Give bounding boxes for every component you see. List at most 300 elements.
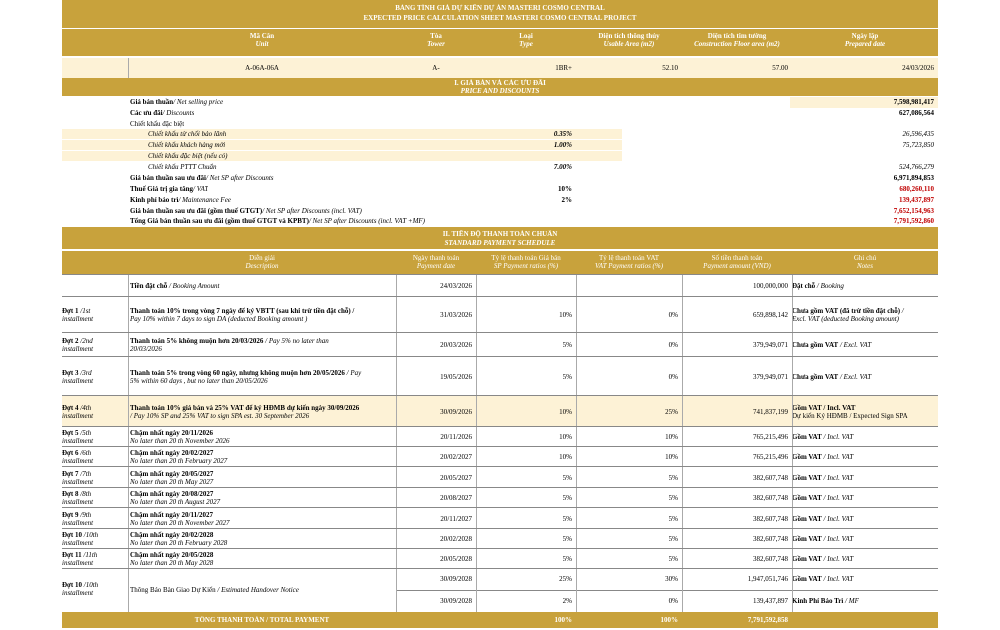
total-payment-row: [62, 612, 938, 628]
payment-note: [792, 341, 938, 349]
note-en: / Excl. VAT: [838, 341, 872, 349]
sched-amount-en: Payment amount (VND): [703, 262, 771, 270]
sched-notes-en: Notes: [857, 262, 873, 270]
note-en: / Incl. VAT: [821, 515, 854, 523]
column-divider: [792, 447, 793, 467]
note-en: / Incl. VAT: [821, 494, 854, 502]
vat-label-vi: Thuế Giá trị gia tăng: [130, 185, 194, 193]
payment-date: 20/02/2028: [440, 535, 472, 543]
mf-label: [130, 196, 231, 204]
sched-vat-en: VAT Payment ratios (%): [594, 262, 664, 270]
schedule-row: [62, 507, 938, 529]
column-divider: [128, 447, 129, 467]
sp-ratio: 10%: [559, 453, 572, 461]
payment-amount: 1,947,051,746: [747, 575, 788, 583]
usable-col-header: [576, 32, 682, 48]
column-divider: [576, 427, 577, 447]
installment-label: [62, 551, 128, 567]
note-en: / Incl. VAT: [821, 433, 854, 441]
description-vi: Tiền đặt chỗ: [130, 282, 168, 290]
payment-amount: 382,607,748: [753, 494, 788, 502]
unit-col-en: Unit: [255, 40, 269, 48]
installment-label: [62, 490, 128, 506]
description-vi: Thanh toán 5% trong vòng 60 ngày, nhưng không muộn hơn 20/05/2026: [130, 369, 345, 377]
payment-amount: 379,949,071: [753, 373, 788, 381]
payment-note: [792, 474, 938, 482]
section2-en: STANDARD PAYMENT SCHEDULE: [444, 239, 556, 247]
column-divider: [682, 333, 683, 357]
column-divider: [792, 529, 793, 549]
payment-date: 20/02/2027: [440, 453, 472, 461]
column-divider: [792, 275, 793, 297]
installment-word: installment: [62, 377, 94, 385]
description-en: / Estimated Handover Notice: [215, 586, 299, 594]
schedule-row: [62, 332, 938, 357]
date-col-header: [792, 32, 938, 48]
payment-note: [792, 535, 938, 543]
installment-label: [62, 449, 128, 465]
payment-date: 30/09/2026: [440, 408, 472, 416]
column-divider: [396, 396, 397, 427]
installment-ordinal: /10th: [82, 581, 99, 589]
vat-ratio: 30%: [665, 575, 678, 583]
column-divider: [576, 275, 577, 297]
payment-amount: 139,437,897: [753, 597, 788, 605]
sp-ratio: 5%: [562, 555, 572, 563]
column-divider: [682, 467, 683, 488]
type-col-header: [476, 32, 576, 48]
schedule-row: [62, 548, 938, 569]
description-vi: Chậm nhất ngày 20/02/2027: [130, 449, 214, 457]
installment-label: [62, 531, 128, 547]
description-vi: Chậm nhất ngày 20/11/2027: [130, 511, 214, 519]
vat-ratio: 5%: [668, 474, 678, 482]
column-divider: [682, 447, 683, 467]
column-divider: [128, 357, 129, 396]
note-line2: Dự kiến Ký HĐMB / Expected Sign SPA: [792, 412, 908, 420]
column-divider: [128, 333, 129, 357]
column-divider: [792, 569, 793, 612]
installment-label: [62, 404, 128, 420]
total-vat-pct: 100%: [660, 616, 678, 624]
installment-label: [62, 429, 128, 445]
installment-word: installment: [62, 345, 94, 353]
payment-note: [792, 515, 938, 523]
section-price-header: [62, 78, 938, 96]
sched-date-vi: Ngày thanh toán: [412, 254, 460, 262]
unit-code: A-06A-06A: [245, 64, 279, 72]
payment-amount: 382,607,748: [753, 515, 788, 523]
column-divider: [576, 488, 577, 508]
type-col-en: Type: [519, 40, 533, 48]
sched-sp-header: [476, 254, 576, 270]
column-divider: [792, 508, 793, 529]
sp-ratio: 5%: [562, 474, 572, 482]
column-divider: [128, 529, 129, 549]
column-divider: [476, 569, 477, 612]
construction-col-header: [682, 32, 792, 48]
net-price-value: 7,598,981,417: [893, 98, 934, 106]
column-divider: [576, 508, 577, 529]
column-divider: [128, 396, 129, 427]
vat-ratio: 0%: [668, 597, 678, 605]
column-divider: [396, 275, 397, 297]
installment-name: Đợt 9: [62, 511, 79, 519]
column-divider: [682, 297, 683, 333]
payment-date: 20/11/2027: [440, 515, 472, 523]
vat-ratio: 5%: [668, 555, 678, 563]
payment-date: 20/08/2027: [440, 494, 472, 502]
column-divider: [396, 297, 397, 333]
construction-col-en: Construction Floor area (m2): [694, 40, 780, 48]
description-vi: Chậm nhất ngày 20/08/2027: [130, 490, 214, 498]
column-divider: [682, 508, 683, 529]
payment-description: [130, 449, 394, 465]
net-price-label-vi: Giá bán thuần: [130, 98, 174, 106]
installment-ordinal: /3rd: [78, 369, 92, 377]
note-en: / Booking: [815, 282, 844, 290]
schedule-col-header: [62, 251, 938, 274]
installment-name: Đợt 11: [62, 551, 82, 559]
sheet-title: [62, 0, 938, 28]
note-vi: Chưa gồm VAT: [792, 373, 839, 381]
after-discount-label-vi: Giá bán thuần sau ưu đãi: [130, 174, 206, 182]
column-divider: [792, 357, 793, 396]
sched-vat-vi: Tỷ lệ thanh toán VAT: [598, 254, 659, 262]
mf-row: [62, 195, 938, 205]
incl-vat-row: [62, 206, 938, 216]
payment-amount: 765,215,496: [753, 453, 788, 461]
sched-notes-header: [792, 254, 938, 270]
installment-word: installment: [62, 519, 94, 527]
description-vi: Chậm nhất ngày 20/02/2028: [130, 531, 214, 539]
discount-1-value: 26,596,435: [902, 130, 934, 138]
column-divider: [682, 569, 683, 612]
column-divider: [792, 467, 793, 488]
sched-sp-vi: Tỷ lệ thanh toán Giá bán: [491, 254, 561, 262]
unit-row: [62, 58, 938, 78]
note-vi: Chưa gồm VAT: [792, 341, 839, 349]
installment-ordinal: /1st: [78, 307, 91, 315]
installment-name: Đợt 1: [62, 307, 79, 315]
installment-word: installment: [62, 457, 94, 465]
note-en: / Incl. VAT: [821, 555, 854, 563]
incl-vat-value: 7,652,154,963: [893, 207, 934, 215]
column-divider: [476, 488, 477, 508]
installment-label: [62, 337, 128, 353]
discount-3-row: [62, 151, 622, 161]
installment-name: Đợt 10: [62, 531, 83, 539]
payment-date: 20/05/2028: [440, 555, 472, 563]
column-divider: [128, 427, 129, 447]
installment-word: installment: [62, 589, 94, 597]
column-divider: [476, 467, 477, 488]
type-col-vi: Loại: [519, 32, 533, 40]
date-col-vi: Ngày lập: [851, 32, 879, 40]
installment-label: [62, 470, 128, 486]
description-en: No later than 20 th August 2027: [130, 498, 221, 506]
installment-ordinal: /2nd: [78, 337, 93, 345]
column-divider: [396, 333, 397, 357]
column-divider: [682, 549, 683, 569]
schedule-row: [62, 356, 938, 396]
discounts-row: [62, 108, 938, 119]
note-vi: Gồm VAT: [792, 494, 822, 502]
prepared-date-value: 24/03/2026: [902, 64, 934, 72]
total-price-value: 7,791,592,860: [893, 217, 934, 225]
installment-word: installment: [62, 539, 94, 547]
column-divider: [476, 275, 477, 297]
mf-value: 139,437,897: [899, 196, 934, 204]
installment-word: installment: [62, 437, 94, 445]
note-vi: Gồm VAT: [792, 535, 822, 543]
column-divider: [128, 508, 129, 529]
sched-desc-en: Description: [245, 262, 279, 270]
vat-row: [62, 184, 938, 194]
column-divider: [682, 529, 683, 549]
after-discount-label: [130, 174, 274, 182]
total-price-label-en: / Net SP after Discounts (incl. VAT +MF): [308, 217, 426, 225]
discount-2-label: Chiết khấu khách hàng mới: [148, 141, 226, 149]
installment-name: Đợt 6: [62, 449, 79, 457]
payment-date: 20/05/2027: [440, 474, 472, 482]
description-en: No later than 20 th February 2028: [130, 539, 228, 547]
payment-amount: 741,837,199: [753, 408, 788, 416]
column-divider: [396, 569, 397, 612]
usable-col-en: Usable Area (m2): [603, 40, 655, 48]
description-vi: Thanh toán 10% trong vòng 7 ngày để ký VBTT (sau khi trừ tiền đặt chỗ) /: [130, 307, 355, 315]
vat-label: [130, 185, 208, 193]
payment-note: [792, 597, 938, 605]
column-divider: [792, 427, 793, 447]
description-en: No later than 20 th February 2027: [130, 457, 228, 465]
net-price-row: [62, 97, 938, 108]
installment-name: Đợt 7: [62, 470, 79, 478]
sp-ratio: 5%: [562, 535, 572, 543]
total-amount: 7,791,592,858: [747, 616, 788, 624]
schedule-row: [62, 395, 938, 427]
column-divider: [396, 549, 397, 569]
net-price-label: [130, 98, 223, 106]
column-divider: [682, 396, 683, 427]
column-divider: [792, 488, 793, 508]
column-divider: [476, 508, 477, 529]
column-divider: [576, 569, 577, 612]
vat-label-en: / VAT: [193, 185, 209, 193]
mf-label-en: / Maintenance Fee: [178, 196, 231, 204]
sp-ratio: 5%: [562, 494, 572, 502]
payment-note: [792, 282, 938, 290]
installment-label: [62, 511, 128, 527]
payment-amount: 382,607,748: [753, 555, 788, 563]
tower-col-vi: Tòa: [430, 32, 442, 40]
installment-word: installment: [62, 498, 94, 506]
column-divider: [476, 549, 477, 569]
column-divider: [476, 396, 477, 427]
description-vi-suffix: / Pay: [344, 369, 362, 377]
schedule-row: [62, 466, 938, 488]
sched-notes-vi: Ghi chú: [853, 254, 877, 262]
column-divider: [476, 529, 477, 549]
description-vi-suffix: / Booking Amount: [167, 282, 220, 290]
payment-description: [130, 369, 394, 385]
type-value: 1BR+: [555, 64, 572, 72]
note-vi: Gồm VAT: [792, 433, 822, 441]
description-vi: Thông Báo Bàn Giao Dự Kiến: [130, 586, 216, 594]
column-divider: [396, 529, 397, 549]
note-vi: Gồm VAT: [792, 453, 822, 461]
discount-4-value: 524,766,279: [899, 163, 934, 171]
section1-vi: I. GIÁ BÁN VÀ CÁC ƯU ĐÃI: [454, 79, 546, 87]
payment-description: [130, 586, 394, 594]
payment-note: [792, 575, 938, 583]
sp-ratio: 2%: [562, 597, 572, 605]
discounts-label-vi: Các ưu đãi: [130, 109, 163, 117]
payment-date: 24/03/2026: [440, 282, 472, 290]
schedule-row: [62, 528, 938, 549]
note-vi: Gồm VAT / Incl. VAT: [792, 404, 856, 412]
payment-description: [130, 337, 394, 353]
payment-note: [792, 555, 938, 563]
discounts-label: [130, 109, 194, 117]
discount-1-pct: 0.35%: [553, 130, 572, 138]
column-divider: [682, 357, 683, 396]
description-en: Pay 10% within 7 days to sign DA (deducted Booking amount ): [130, 315, 308, 323]
discount-2-value: 75,723,850: [902, 141, 934, 149]
sp-ratio: 10%: [559, 433, 572, 441]
payment-date: 20/11/2026: [440, 433, 472, 441]
column-divider: [576, 467, 577, 488]
payment-amount: 379,949,071: [753, 341, 788, 349]
unit-col-header: [128, 32, 396, 48]
schedule-row: [62, 274, 938, 297]
sched-desc-header: [128, 254, 396, 270]
payment-amount: 765,215,496: [753, 433, 788, 441]
column-divider: [128, 297, 129, 333]
sched-date-en: Payment date: [416, 262, 456, 270]
vat-ratio: 25%: [665, 408, 678, 416]
payment-note: [792, 307, 938, 323]
discount-4-row: [62, 162, 938, 172]
installment-ordinal: /9th: [78, 511, 92, 519]
incl-vat-label: [130, 207, 362, 215]
tower-col-en: Tower: [427, 40, 445, 48]
column-divider: [396, 427, 397, 447]
note-vi: Chưa gồm VAT (đã trừ tiền đặt chỗ): [792, 307, 901, 315]
schedule-row: [62, 487, 938, 508]
handover-block: [62, 568, 938, 612]
incl-vat-label-en: / Net SP after Discounts (incl. VAT): [262, 207, 362, 215]
installment-ordinal: /7th: [78, 470, 92, 478]
note-vi: Gồm VAT: [792, 575, 822, 583]
description-vi-suffix: / Pay 5% no later than: [263, 337, 329, 345]
handover-divider: [396, 590, 938, 591]
installment-word: installment: [62, 412, 94, 420]
column-divider: [576, 549, 577, 569]
column-divider: [396, 508, 397, 529]
column-divider: [396, 467, 397, 488]
total-price-label: [130, 217, 425, 225]
after-discount-value: 6,971,894,853: [893, 174, 934, 182]
column-divider: [576, 529, 577, 549]
payment-description: [130, 307, 394, 323]
incl-vat-label-vi: Giá bán thuần sau ưu đãi (gồm thuế GTGT): [130, 207, 263, 215]
note-en: / Excl. VAT: [838, 373, 872, 381]
tower-col-header: [396, 32, 476, 48]
vat-pct: 10%: [558, 185, 572, 193]
vat-ratio: 10%: [665, 453, 678, 461]
column-divider: [396, 488, 397, 508]
description-vi: Chậm nhất ngày 20/05/2028: [130, 551, 214, 559]
note-en: / Incl. VAT: [821, 535, 854, 543]
installment-name: Đợt 5: [62, 429, 79, 437]
column-divider: [128, 549, 129, 569]
column-divider: [128, 467, 129, 488]
installment-label: [62, 307, 128, 323]
discount-4-label: Chiết khấu PTTT Chuẩn: [148, 163, 217, 171]
payment-description: [130, 490, 394, 506]
payment-description: [130, 470, 394, 486]
installment-label: [62, 369, 128, 385]
description-en: No later than 20 th May 2028: [130, 559, 214, 567]
sched-vat-header: [576, 254, 682, 270]
schedule-row: [62, 446, 938, 467]
column-divider: [476, 333, 477, 357]
installment-ordinal: /11th: [81, 551, 98, 559]
installment-name: Đợt 10: [62, 581, 83, 589]
schedule-row: [62, 426, 938, 447]
section-schedule-header: [62, 227, 938, 249]
description-en: 5% within 60 days , but no later than 20/05/2026: [130, 377, 268, 385]
sched-desc-vi: Diễn giải: [249, 254, 275, 262]
payment-amount: 382,607,748: [753, 474, 788, 482]
note-en: / Incl. VAT: [821, 575, 854, 583]
description-vi: Chậm nhất ngày 20/11/2026: [130, 429, 214, 437]
discounts-value: 627,086,564: [899, 109, 934, 117]
column-divider: [792, 549, 793, 569]
sched-sp-en: SP Payment ratios (%): [493, 262, 559, 270]
column-divider: [128, 569, 129, 612]
note-en: / Incl. VAT: [821, 453, 854, 461]
payment-description: [130, 282, 394, 290]
installment-label: [62, 581, 128, 597]
installment-name: Đợt 3: [62, 369, 79, 377]
title-vi: BẢNG TÍNH GIÁ DỰ KIẾN DỰ ÁN MASTERI COSMO CENTRAL: [395, 4, 605, 12]
vat-ratio: 10%: [665, 433, 678, 441]
payment-amount: 659,898,142: [753, 311, 788, 319]
vat-ratio: 5%: [668, 515, 678, 523]
special-discount-row: [62, 119, 938, 129]
section1-en: PRICE AND DISCOUNTS: [460, 87, 540, 95]
sp-ratio: 25%: [559, 575, 572, 583]
note-vi: Đặt chỗ: [792, 282, 816, 290]
vat-ratio: 0%: [668, 311, 678, 319]
discount-4-pct: 7.00%: [553, 163, 572, 171]
discount-2-pct: 1.00%: [553, 141, 572, 149]
note-en: /: [900, 307, 904, 315]
sched-amount-header: [682, 254, 792, 270]
date-col-en: Prepared date: [844, 40, 886, 48]
title-en: EXPECTED PRICE CALCULATION SHEET MASTERI COSMO CENTRAL PROJECT: [363, 14, 637, 22]
column-divider: [682, 275, 683, 297]
sp-ratio: 10%: [559, 408, 572, 416]
payment-date: 19/05/2026: [440, 373, 472, 381]
column-divider: [682, 488, 683, 508]
usable-col-vi: Diện tích thông thủy: [598, 32, 660, 40]
discount-3-label: Chiết khấu đặc biệt (nếu có): [148, 152, 228, 160]
note-en: / Incl. VAT: [821, 474, 854, 482]
description-en: No later than 20 th May 2027: [130, 478, 214, 486]
